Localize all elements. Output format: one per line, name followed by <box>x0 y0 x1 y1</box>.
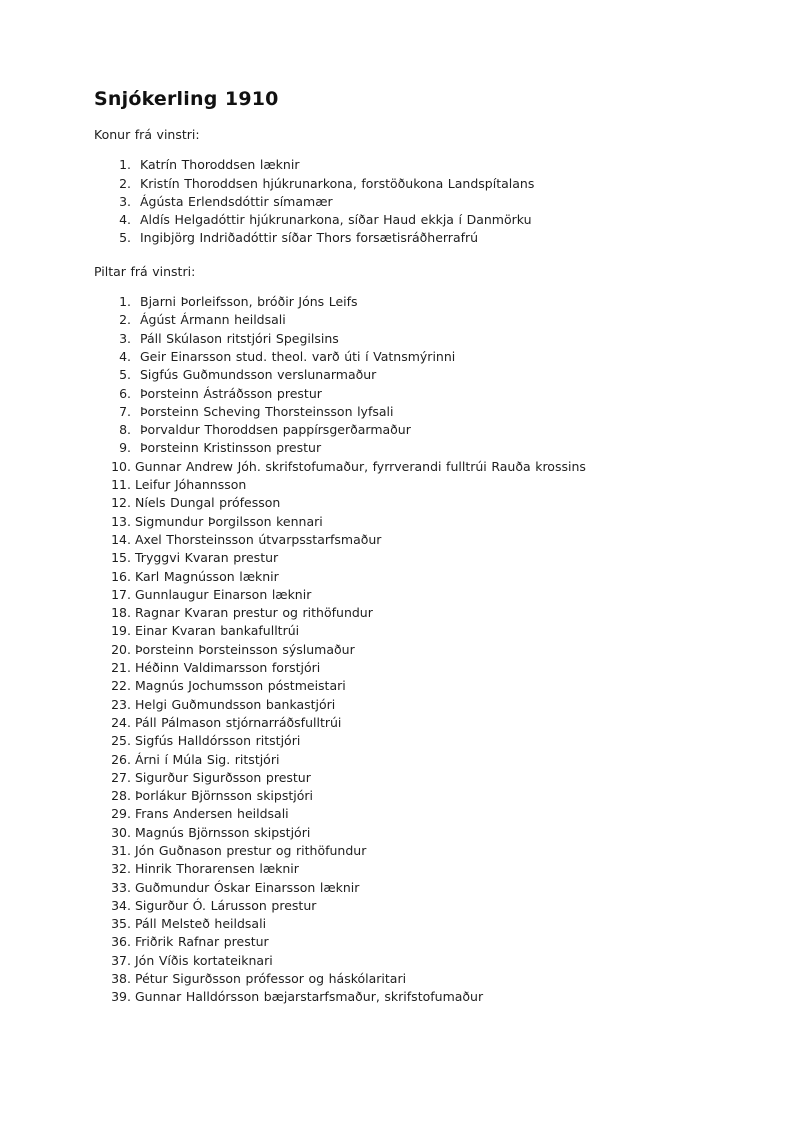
list-item-number: 5. <box>119 230 131 246</box>
list-item-text: Árni í Múla Sig. ritstjóri <box>135 751 280 767</box>
list-item <box>111 458 734 476</box>
list-item-text: Karl Magnússon læknir <box>135 568 279 584</box>
list-item-number: 37. <box>111 952 131 968</box>
list-item <box>111 403 734 421</box>
list-item-number: 31. <box>111 842 131 858</box>
list-item <box>111 476 734 494</box>
list-item <box>111 211 734 229</box>
list-item-text: Geir Einarsson stud. theol. varð úti í Vatnsmýrinni <box>140 348 456 364</box>
list-item-text: Níels Dungal prófesson <box>135 495 281 511</box>
list-item-number: 32. <box>111 861 131 877</box>
list-item-number: 19. <box>111 623 131 639</box>
list-item-number: 26. <box>111 751 131 767</box>
list-item-number: 9. <box>119 440 131 456</box>
page-title: Snjókerling 1910 <box>94 88 279 110</box>
list-item <box>111 860 734 878</box>
list-item <box>111 659 734 677</box>
list-item <box>111 156 734 174</box>
list-item <box>111 769 734 787</box>
list-item <box>111 842 734 860</box>
list-item-text: Magnús Björnsson skipstjóri <box>135 824 311 840</box>
list-item-text: Kristín Thoroddsen hjúkrunarkona, forstöðukona Landspítalans <box>140 175 535 191</box>
women-numbered-list <box>94 156 734 247</box>
list-item-text: Gunnar Andrew Jóh. skrifstofumaður, fyrrverandi fulltrúi Rauða krossins <box>135 458 586 474</box>
list-item-number: 39. <box>111 989 131 1005</box>
list-item-text: Ágústa Erlendsdóttir símamær <box>140 193 333 209</box>
list-item-text: Frans Andersen heildsali <box>135 806 289 822</box>
list-item-number: 20. <box>111 641 131 657</box>
list-item-number: 25. <box>111 733 131 749</box>
list-item-number: 22. <box>111 678 131 694</box>
list-item-number: 8. <box>119 422 131 438</box>
list-item-text: Helgi Guðmundsson bankastjóri <box>135 696 336 712</box>
list-item <box>111 439 734 457</box>
list-item <box>111 732 734 750</box>
list-item-text: Þorsteinn Þorsteinsson sýslumaður <box>135 641 355 657</box>
list-item-text: Sigurður Sigurðsson prestur <box>135 769 311 785</box>
list-item-text: Þorlákur Björnsson skipstjóri <box>135 788 313 804</box>
list-item-number: 6. <box>119 385 131 401</box>
list-item <box>111 330 734 348</box>
list-item-number: 13. <box>111 513 131 529</box>
list-item-text: Axel Thorsteinsson útvarpsstarfsmaður <box>135 531 382 547</box>
list-item-text: Gunnlaugur Einarson læknir <box>135 586 312 602</box>
list-item-number: 1. <box>119 157 131 173</box>
list-item-number: 18. <box>111 605 131 621</box>
list-item-number: 27. <box>111 769 131 785</box>
list-item <box>111 311 734 329</box>
list-item-number: 5. <box>119 367 131 383</box>
list-item <box>111 805 734 823</box>
list-item <box>111 549 734 567</box>
list-item-text: Magnús Jochumsson póstmeistari <box>135 678 346 694</box>
list-item-text: Sigfús Guðmundsson verslunarmaður <box>140 367 377 383</box>
list-item-text: Þorvaldur Thoroddsen pappírsgerðarmaður <box>140 422 411 438</box>
list-item-text: Páll Melsteð heildsali <box>135 916 267 932</box>
list-item-text: Þorsteinn Kristinsson prestur <box>140 440 322 456</box>
list-item-number: 1. <box>119 294 131 310</box>
list-item-number: 4. <box>119 348 131 364</box>
list-item <box>111 915 734 933</box>
list-item-text: Sigmundur Þorgilsson kennari <box>135 513 323 529</box>
list-item-number: 38. <box>111 971 131 987</box>
list-item-text: Friðrik Rafnar prestur <box>135 934 269 950</box>
list-item-text: Ágúst Ármann heildsali <box>140 312 286 328</box>
list-item-text: Katrín Thoroddsen læknir <box>140 157 300 173</box>
list-item <box>111 366 734 384</box>
list-item-number: 24. <box>111 714 131 730</box>
list-item <box>111 970 734 988</box>
list-item-number: 14. <box>111 531 131 547</box>
section-boys <box>94 263 734 1007</box>
section-label-women: Konur frá vinstri: <box>94 127 200 142</box>
list-item-number: 30. <box>111 824 131 840</box>
list-item-number: 33. <box>111 879 131 895</box>
list-item-text: Ragnar Kvaran prestur og rithöfundur <box>135 605 373 621</box>
list-item-number: 34. <box>111 897 131 913</box>
list-item <box>111 513 734 531</box>
list-item-text: Gunnar Halldórsson bæjarstarfsmaður, skrifstofumaður <box>135 989 484 1005</box>
list-item-number: 2. <box>119 175 131 191</box>
list-item <box>111 952 734 970</box>
list-item <box>111 586 734 604</box>
list-item <box>111 385 734 403</box>
list-item-text: Ingibjörg Indriðadóttir síðar Thors forsætisráðherrafrú <box>140 230 479 246</box>
list-item-number: 36. <box>111 934 131 950</box>
list-item-number: 17. <box>111 586 131 602</box>
list-item <box>111 641 734 659</box>
list-item <box>111 531 734 549</box>
list-item-number: 23. <box>111 696 131 712</box>
list-item <box>111 787 734 805</box>
list-item-text: Leifur Jóhannsson <box>135 477 247 493</box>
list-item <box>111 193 734 211</box>
list-item-number: 35. <box>111 916 131 932</box>
list-item <box>111 677 734 695</box>
list-item-number: 11. <box>111 477 131 493</box>
list-item-text: Þorsteinn Ástráðsson prestur <box>140 385 322 401</box>
list-item-text: Pétur Sigurðsson prófessor og háskólaritari <box>135 971 407 987</box>
section-label-boys: Piltar frá vinstri: <box>94 263 196 279</box>
list-item-text: Sigfús Halldórsson ritstjóri <box>135 733 301 749</box>
list-item-text: Einar Kvaran bankafulltrúi <box>135 623 300 639</box>
list-item-number: 3. <box>119 193 131 209</box>
list-item-number: 4. <box>119 212 131 228</box>
list-item-number: 29. <box>111 806 131 822</box>
list-item <box>111 751 734 769</box>
list-item-number: 12. <box>111 495 131 511</box>
list-item-number: 21. <box>111 660 131 676</box>
list-item-text: Aldís Helgadóttir hjúkrunarkona, síðar Haud ekkja í Danmörku <box>140 212 532 228</box>
list-item-number: 15. <box>111 550 131 566</box>
list-item-text: Héðinn Valdimarsson forstjóri <box>135 660 321 676</box>
list-item-number: 7. <box>119 403 131 419</box>
list-item-text: Hinrik Thorarensen læknir <box>135 861 299 877</box>
list-item <box>111 622 734 640</box>
list-item <box>111 988 734 1006</box>
list-item <box>111 897 734 915</box>
list-item-number: 10. <box>111 458 131 474</box>
list-item <box>111 714 734 732</box>
list-item <box>111 494 734 512</box>
list-item-text: Páll Skúlason ritstjóri Spegilsins <box>140 330 339 346</box>
list-item-text: Bjarni Þorleifsson, bróðir Jóns Leifs <box>140 294 358 310</box>
list-item <box>111 933 734 951</box>
list-item-text: Tryggvi Kvaran prestur <box>135 550 279 566</box>
list-item-text: Jón Víðis kortateiknari <box>135 952 273 968</box>
list-item-number: 3. <box>119 330 131 346</box>
list-item <box>111 568 734 586</box>
list-item-text: Guðmundur Óskar Einarsson læknir <box>135 879 360 895</box>
section-women <box>94 126 734 248</box>
list-item-text: Jón Guðnason prestur og rithöfundur <box>135 842 367 858</box>
list-item-number: 28. <box>111 788 131 804</box>
list-item <box>111 824 734 842</box>
list-item-number: 16. <box>111 568 131 584</box>
list-item <box>111 696 734 714</box>
list-item <box>111 604 734 622</box>
boys-numbered-list <box>94 293 734 1007</box>
list-item-text: Páll Pálmason stjórnarráðsfulltrúi <box>135 714 342 730</box>
list-item-number: 2. <box>119 312 131 328</box>
list-item <box>111 348 734 366</box>
list-item <box>111 421 734 439</box>
list-item-text: Þorsteinn Scheving Thorsteinsson lyfsali <box>140 403 394 419</box>
list-item <box>111 175 734 193</box>
list-item <box>111 229 734 247</box>
list-item-text: Sigurður Ó. Lárusson prestur <box>135 897 317 913</box>
list-item <box>111 293 734 311</box>
list-item <box>111 879 734 897</box>
